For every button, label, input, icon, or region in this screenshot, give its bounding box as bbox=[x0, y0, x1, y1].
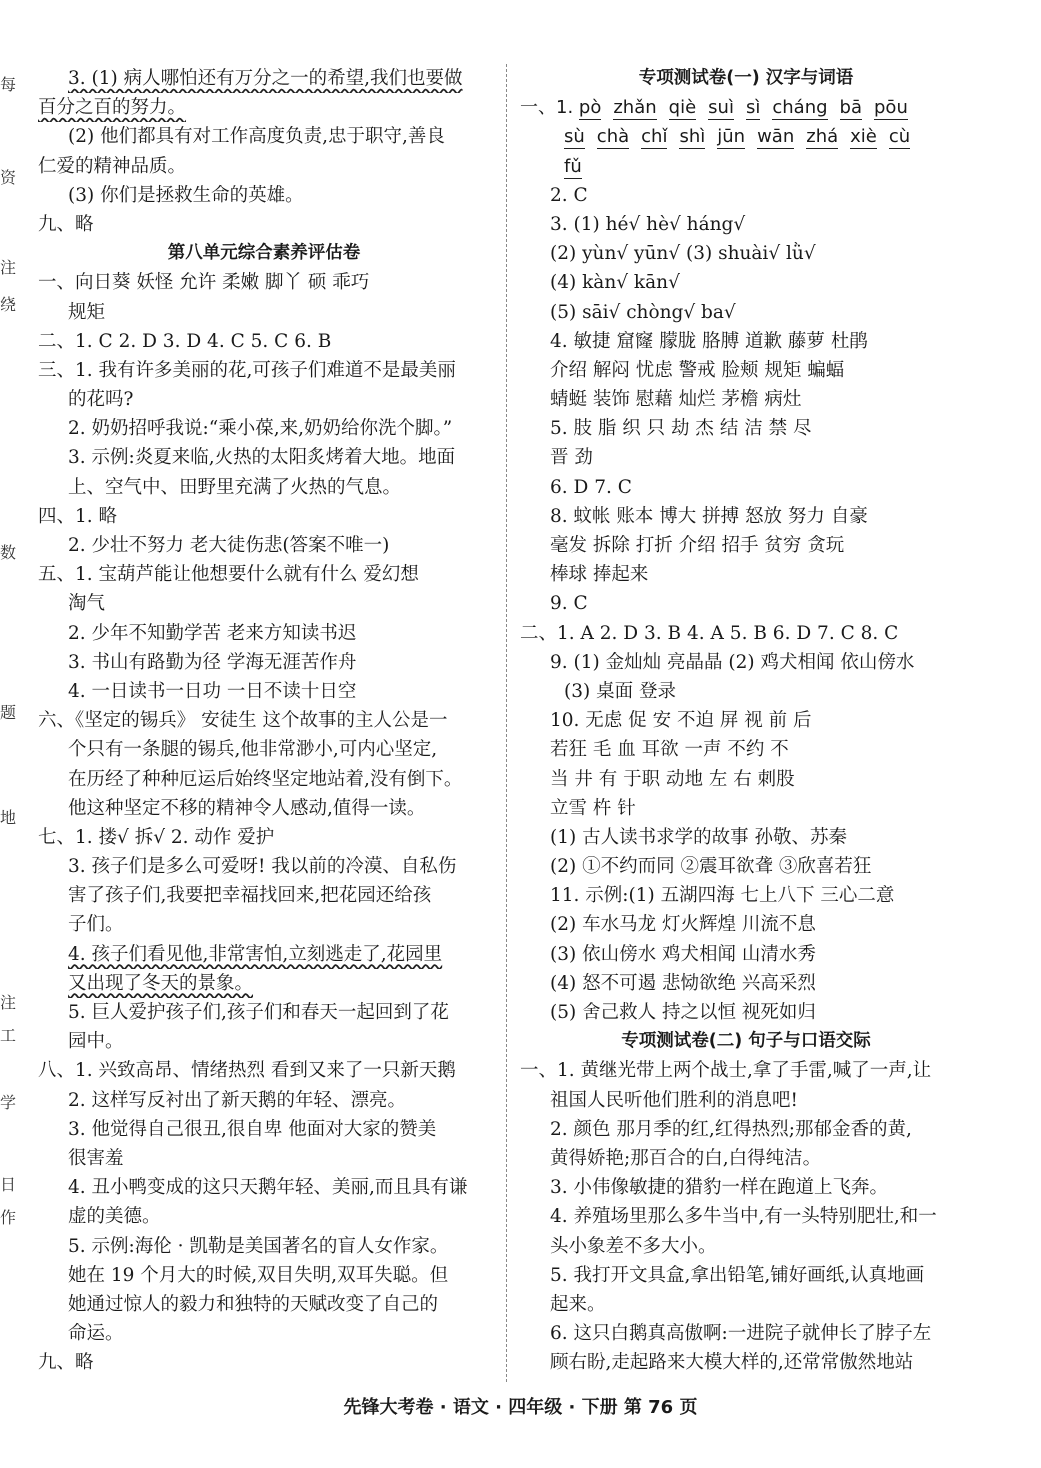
answer-text: 2. 奶奶招呼我说:“乘小葆,来,奶奶给你洗个脚。” bbox=[68, 418, 453, 440]
answer-line bbox=[38, 881, 490, 910]
answer-text: 二、1. C 2. D 3. D 4. C 5. C 6. B bbox=[38, 330, 332, 352]
answer-text: 顾右盼,走起路来大模大样的,还常常傲然地站 bbox=[550, 1352, 914, 1374]
answer-text: 毫发 拆除 打折 介绍 招手 贫穷 贪玩 bbox=[550, 535, 845, 556]
answer-text: 祖国人民听他们胜利的消息吧! bbox=[550, 1089, 798, 1111]
pinyin-answer: zhá bbox=[806, 126, 839, 148]
answer-line bbox=[520, 385, 972, 414]
answer-text: 6. 这只白鹅真高傲啊:一进院子就伸长了脖子左 bbox=[550, 1323, 932, 1345]
answer-text: 立雪 杵 针 bbox=[550, 797, 636, 819]
answer-text: 专项测试卷(二) 句子与口语交际 bbox=[621, 1031, 871, 1052]
answer-line bbox=[520, 268, 972, 297]
answer-text: 9. C bbox=[550, 593, 588, 615]
pinyin-answer: jūn bbox=[717, 126, 746, 148]
margin-char: 学 bbox=[0, 1093, 17, 1112]
answer-text: (2) ①不约而同 ②震耳欲聋 ③欣喜若狂 bbox=[550, 856, 872, 878]
answer-text: (4) kàn√ kān√ bbox=[550, 272, 680, 294]
answer-line bbox=[38, 794, 490, 823]
answer-line bbox=[520, 998, 972, 1027]
answer-text: 3. 孩子们是多么可爱呀! 我以前的冷漠、自私伤 bbox=[68, 856, 457, 878]
answer-line bbox=[38, 998, 490, 1027]
pinyin-answer: qiè bbox=[668, 97, 697, 119]
answer-text: 园中。 bbox=[68, 1031, 124, 1053]
answer-text: (3) 你们是拯救生命的英雄。 bbox=[68, 184, 304, 206]
answer-text: 5. 巨人爱护孩子们,孩子们和春天一起回到了花 bbox=[68, 1002, 449, 1023]
section-title bbox=[520, 1027, 972, 1056]
answer-text: (2) yùn√ yūn√ (3) shuài√ lǜ√ bbox=[550, 243, 816, 265]
answer-line bbox=[38, 940, 490, 969]
question-number: 一、1. bbox=[520, 97, 579, 119]
answer-text: 4. 养殖场里那么多牛当中,有一头特别肥壮,和一 bbox=[550, 1206, 937, 1228]
answer-text: 第八单元综合素养评估卷 bbox=[167, 243, 361, 264]
answer-line bbox=[520, 1232, 972, 1261]
answer-text: 九、略 bbox=[38, 213, 94, 235]
margin-char: 数 bbox=[0, 543, 17, 562]
answer-line bbox=[38, 589, 490, 618]
answer-line bbox=[38, 414, 490, 443]
answer-line bbox=[38, 1202, 490, 1231]
answer-text: 四、1. 略 bbox=[38, 505, 118, 527]
margin-char: 工 bbox=[0, 1026, 17, 1045]
answer-text: 淘气 bbox=[68, 593, 106, 615]
answer-line bbox=[520, 735, 972, 764]
answer-text: 她通过惊人的毅力和独特的天赋改变了自己的 bbox=[68, 1293, 439, 1315]
answer-line bbox=[520, 910, 972, 939]
answer-line bbox=[520, 1115, 972, 1144]
answer-text: 八、1. 兴致高昂、情绪热烈 看到又来了一只新天鹅 bbox=[38, 1060, 456, 1082]
answer-text: 一、向日葵 妖怪 允许 柔嫩 脚丫 硕 乖巧 bbox=[38, 272, 370, 294]
answer-line bbox=[520, 765, 972, 794]
answer-text: (4) 怒不可遏 悲恸欲绝 兴高采烈 bbox=[550, 972, 816, 994]
answer-line bbox=[38, 1173, 490, 1202]
answer-text: 九、略 bbox=[38, 1352, 94, 1374]
answer-line bbox=[520, 589, 972, 618]
answer-line bbox=[38, 1348, 490, 1377]
answer-text: 五、1. 宝葫芦能让他想要什么就有什么 爱幻想 bbox=[38, 564, 419, 586]
margin-char: 绕 bbox=[0, 295, 17, 314]
pinyin-row bbox=[520, 152, 972, 181]
answer-text: 2. 颜色 那月季的红,红得热烈;那郁金香的黄, bbox=[550, 1118, 912, 1140]
answer-text: 六、《坚定的锡兵》 安徒生 这个故事的主人公是一 bbox=[38, 710, 448, 732]
pinyin-answer: zhǎn bbox=[613, 97, 657, 119]
answer-line bbox=[38, 502, 490, 531]
answer-text: 若狂 毛 血 耳欲 一声 不约 不 bbox=[550, 739, 789, 761]
answer-line bbox=[38, 64, 490, 93]
answer-line bbox=[38, 1261, 490, 1290]
answer-line bbox=[520, 1202, 972, 1231]
pinyin-answer: sì bbox=[745, 97, 761, 119]
margin-char: 作 bbox=[0, 1208, 17, 1227]
answer-line bbox=[520, 1348, 972, 1377]
answer-line bbox=[38, 648, 490, 677]
margin-char: 注 bbox=[0, 993, 17, 1012]
answer-line bbox=[38, 852, 490, 881]
answer-line bbox=[38, 122, 490, 151]
pinyin-answer: cháng bbox=[772, 97, 828, 119]
answer-text: 二、1. A 2. D 3. B 4. A 5. B 6. D 7. C 8. C bbox=[520, 622, 899, 644]
answer-text: 11. 示例:(1) 五湖四海 七上八下 三心二意 bbox=[550, 885, 895, 907]
answer-text: 9. (1) 金灿灿 亮晶晶 (2) 鸡犬相闻 依山傍水 bbox=[550, 651, 915, 673]
answer-text: 蜻蜓 装饰 慰藉 灿烂 茅檐 病灶 bbox=[550, 389, 802, 411]
answer-line bbox=[520, 823, 972, 852]
answer-text: 8. 蚊帐 账本 博大 拼搏 怒放 努力 自豪 bbox=[550, 505, 868, 527]
pinyin-answer: xiè bbox=[850, 126, 877, 148]
answer-line bbox=[38, 1290, 490, 1319]
answer-line bbox=[520, 706, 972, 735]
pinyin-answer: chǐ bbox=[641, 126, 668, 148]
answer-text: 3. 他觉得自己很丑,很自卑 他面对大家的赞美 bbox=[68, 1118, 437, 1140]
right-column bbox=[520, 64, 972, 1377]
answer-line bbox=[520, 1173, 972, 1202]
answer-line bbox=[38, 1115, 490, 1144]
pinyin-row bbox=[520, 122, 972, 151]
answer-line bbox=[38, 1086, 490, 1115]
answer-text: 在历经了种种厄运后始终坚定地站着,没有倒下。 bbox=[68, 768, 463, 790]
answer-text: 黄得娇艳;那百合的白,白得纯洁。 bbox=[550, 1147, 822, 1169]
pinyin-answer: chà bbox=[596, 126, 630, 148]
answer-line bbox=[38, 181, 490, 210]
answer-line bbox=[38, 385, 490, 414]
answer-line bbox=[520, 677, 972, 706]
answer-text: 个只有一条腿的锡兵,他非常渺小,可内心坚定, bbox=[68, 739, 438, 761]
answer-line bbox=[520, 560, 972, 589]
answer-text: 子们。 bbox=[68, 914, 124, 936]
answer-line bbox=[520, 210, 972, 239]
answer-line bbox=[520, 969, 972, 998]
answer-line bbox=[520, 239, 972, 268]
left-column bbox=[38, 64, 490, 1377]
answer-line bbox=[520, 1290, 972, 1319]
pinyin-answer: pōu bbox=[874, 97, 908, 119]
answer-text: 虚的美德。 bbox=[68, 1206, 161, 1228]
answer-line bbox=[38, 531, 490, 560]
answer-text: 百分之百的努力。 bbox=[38, 97, 187, 119]
answer-text: (1) 古人读书求学的故事 孙敬、苏秦 bbox=[550, 826, 847, 848]
answer-line bbox=[38, 473, 490, 502]
answer-text: 5. 示例:海伦 · 凯勒是美国著名的盲人女作家。 bbox=[68, 1235, 449, 1257]
answer-line bbox=[520, 181, 972, 210]
answer-line bbox=[520, 852, 972, 881]
answer-text: 3. (1) hé√ hè√ háng√ bbox=[550, 213, 746, 235]
answer-text: 的花吗? bbox=[68, 389, 134, 411]
answer-text: 一、1. 黄继光带上两个战士,拿了手雷,喊了一声,让 bbox=[520, 1060, 932, 1082]
margin-char: 资 bbox=[0, 168, 17, 187]
answer-text: 命运。 bbox=[68, 1323, 124, 1345]
answer-line bbox=[520, 1086, 972, 1115]
answer-text: 当 井 有 于职 动地 左 右 刺股 bbox=[550, 768, 795, 790]
answer-line bbox=[520, 648, 972, 677]
answer-text: (5) 舍己救人 持之以恒 视死如归 bbox=[550, 1002, 816, 1023]
answer-line bbox=[38, 735, 490, 764]
answer-text: 4. 一日读书一日功 一日不读十日空 bbox=[68, 680, 357, 702]
answer-line bbox=[38, 93, 490, 122]
answer-line bbox=[520, 356, 972, 385]
answer-line bbox=[520, 327, 972, 356]
pinyin-answer: bā bbox=[839, 97, 862, 119]
pinyin-answer: pò bbox=[578, 97, 602, 119]
pinyin-answer: suì bbox=[708, 97, 734, 119]
answer-line bbox=[38, 1056, 490, 1085]
answer-line bbox=[38, 327, 490, 356]
answer-text: 起来。 bbox=[550, 1293, 606, 1315]
answer-text: 2. 这样写反衬出了新天鹅的年轻、漂亮。 bbox=[68, 1089, 407, 1111]
column-divider bbox=[506, 64, 507, 1382]
answer-text: 3. 小伟像敏捷的猎豹一样在跑道上飞奔。 bbox=[550, 1177, 889, 1199]
answer-text: 棒球 捧起来 bbox=[550, 564, 649, 586]
answer-line bbox=[38, 1027, 490, 1056]
answer-text: 又出现了冬天的景象。 bbox=[68, 972, 254, 994]
answer-line bbox=[520, 619, 972, 648]
answer-text: 七、1. 搂√ 拆√ 2. 动作 爱护 bbox=[38, 826, 275, 848]
answer-line bbox=[38, 560, 490, 589]
answer-text: 3. 书山有路勤为径 学海无涯苦作舟 bbox=[68, 651, 357, 673]
page-footer: 先锋大考卷 · 语文 · 四年级 · 下册 第 76 页 bbox=[343, 1397, 698, 1418]
answer-text: 5. 肢 脂 织 只 劫 杰 结 洁 禁 尽 bbox=[550, 418, 812, 440]
answer-text: 三、1. 我有许多美丽的花,可孩子们难道不是最美丽 bbox=[38, 359, 456, 381]
answer-text: (2) 他们都具有对工作高度负责,忠于职守,善良 bbox=[68, 126, 445, 148]
answer-text: 她在 19 个月大的时候,双目失明,双耳失聪。但 bbox=[68, 1264, 449, 1286]
section-title: 专项测试卷(一) 汉字与词语 bbox=[638, 68, 854, 88]
pinyin-block bbox=[520, 93, 972, 181]
answer-line bbox=[38, 152, 490, 181]
answer-line bbox=[520, 881, 972, 910]
answer-text: (5) sāi√ chòng√ ba√ bbox=[550, 301, 736, 323]
answer-line bbox=[38, 210, 490, 239]
pinyin-answer: fǔ bbox=[564, 155, 582, 177]
answer-line bbox=[38, 443, 490, 472]
answer-line bbox=[38, 1232, 490, 1261]
answer-line bbox=[520, 1144, 972, 1173]
pinyin-answer: cù bbox=[888, 126, 911, 148]
answer-text: (3) 桌面 登录 bbox=[564, 680, 676, 702]
answer-line bbox=[520, 531, 972, 560]
margin-char: 注 bbox=[0, 258, 17, 277]
answer-line bbox=[520, 1319, 972, 1348]
answer-text: 2. 少年不知勤学苦 老来方知读书迟 bbox=[68, 622, 357, 644]
section-title bbox=[38, 239, 490, 268]
margin-strip bbox=[0, 0, 18, 1400]
answer-text: 6. D 7. C bbox=[550, 476, 632, 498]
right-lines bbox=[520, 181, 972, 1378]
answer-text: 害了孩子们,我要把幸福找回来,把花园还给孩 bbox=[68, 885, 432, 907]
answer-text: (3) 依山傍水 鸡犬相闻 山清水秀 bbox=[550, 943, 816, 965]
answer-text: 3. 示例:炎夏来临,火热的太阳炙烤着大地。地面 bbox=[68, 447, 456, 469]
margin-char: 地 bbox=[0, 808, 17, 827]
answer-line bbox=[520, 502, 972, 531]
answer-text: 5. 我打开文具盒,拿出铅笔,铺好画纸,认真地画 bbox=[550, 1264, 925, 1286]
answer-line bbox=[38, 619, 490, 648]
answer-text: 上、空气中、田野里充满了火热的气息。 bbox=[68, 476, 402, 498]
answer-line bbox=[38, 268, 490, 297]
answer-text: 4. 丑小鸭变成的这只天鹅年轻、美丽,而且具有谦 bbox=[68, 1177, 468, 1199]
answer-line bbox=[38, 356, 490, 385]
answer-line bbox=[38, 677, 490, 706]
answer-line bbox=[520, 473, 972, 502]
answer-line bbox=[520, 1261, 972, 1290]
answer-text: 仁爱的精神品质。 bbox=[38, 155, 187, 177]
answer-line bbox=[38, 298, 490, 327]
answer-text: 很害羞 bbox=[68, 1147, 124, 1169]
answer-text: 他这种坚定不移的精神令人感动,值得一读。 bbox=[68, 797, 426, 819]
answer-line bbox=[38, 969, 490, 998]
answer-line bbox=[520, 298, 972, 327]
answer-text: 规矩 bbox=[68, 301, 106, 323]
answer-text: 4. 孩子们看见他,非常害怕,立刻逃走了,花园里 bbox=[68, 943, 443, 965]
answer-line bbox=[520, 794, 972, 823]
pinyin-answer: wān bbox=[757, 126, 795, 148]
answer-line bbox=[38, 706, 490, 735]
answer-text: 3. (1) 病人哪怕还有万分之一的希望,我们也要做 bbox=[68, 68, 463, 89]
answer-line bbox=[520, 443, 972, 472]
answer-line bbox=[38, 1319, 490, 1348]
answer-text: 2. C bbox=[550, 184, 588, 206]
margin-char: 每 bbox=[0, 75, 17, 94]
answer-text: 10. 无虑 促 安 不迫 屏 视 前 后 bbox=[550, 710, 812, 732]
answer-line bbox=[38, 823, 490, 852]
answer-text: 头小象差不多大小。 bbox=[550, 1235, 717, 1257]
pinyin-answer: shì bbox=[679, 126, 706, 148]
answer-text: 2. 少壮不努力 老大徒伤悲(答案不唯一) bbox=[68, 535, 390, 556]
margin-char: 日 bbox=[0, 1175, 17, 1194]
pinyin-row bbox=[520, 93, 972, 122]
answer-line bbox=[38, 1144, 490, 1173]
answer-text: 晋 劲 bbox=[550, 447, 593, 469]
answer-text: 4. 敏捷 窟窿 朦胧 胳膊 道歉 藤萝 杜鹃 bbox=[550, 330, 868, 352]
answer-line bbox=[520, 414, 972, 443]
answer-text: 介绍 解闷 忧虑 警戒 脸颊 规矩 蝙蝠 bbox=[550, 359, 845, 381]
margin-char: 题 bbox=[0, 703, 17, 722]
answer-line bbox=[520, 940, 972, 969]
pinyin-answer: sù bbox=[564, 126, 585, 148]
answer-line bbox=[520, 1056, 972, 1085]
answer-line bbox=[38, 910, 490, 939]
answer-line bbox=[38, 765, 490, 794]
answer-text: (2) 车水马龙 灯火辉煌 川流不息 bbox=[550, 914, 816, 936]
